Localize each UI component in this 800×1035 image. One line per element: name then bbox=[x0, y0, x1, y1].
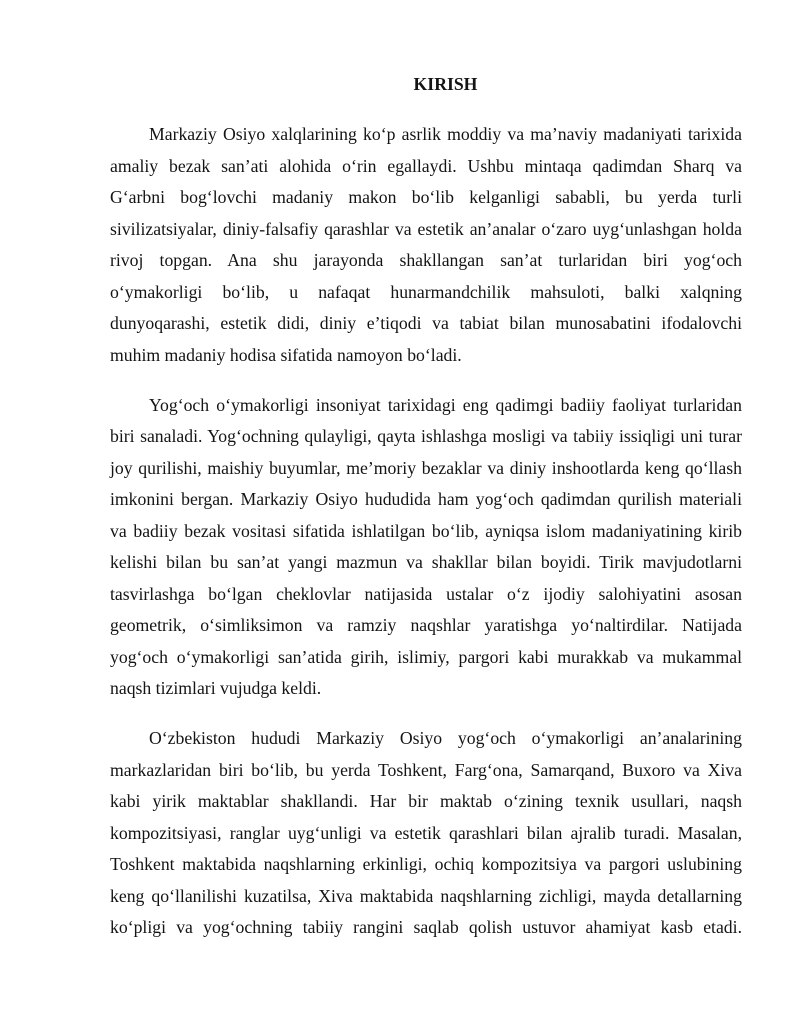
text-line: biri sanaladi. Yog‘ochning qulayligi, qayta ishlashga mosligi va tabiiy issiqligi uni turar bbox=[110, 426, 742, 446]
text-line: amaliy bezak san’ati alohida o‘rin egallaydi. Ushbu mintaqa qadimdan Sharq va bbox=[110, 155, 742, 176]
text-line: geometrik, o‘simliksimon va ramziy naqshlar yaratishga yo‘naltirdilar. Natijada bbox=[110, 615, 742, 635]
text-line: ko‘pligi va yog‘ochning tabiiy rangini saqlab qolish ustuvor ahamiyat kasb etadi. bbox=[110, 917, 742, 937]
text-line: joy qurilishi, maishiy buyumlar, me’moriy bezaklar va diniy inshootlarda keng qo‘llash bbox=[110, 457, 742, 478]
text-line: Toshkent maktabida naqshlarning erkinligi, ochiq kompozitsiya va pargori uslubining bbox=[110, 854, 742, 874]
text-line: Markaziy Osiyo xalqlarining ko‘p asrlik moddiy va ma’naviy madaniyati tarixida bbox=[149, 124, 742, 144]
text-line: dunyoqarashi, estetik didi, diniy e’tiqodi va tabiat bilan munosabatini ifodalovchi bbox=[110, 313, 742, 333]
paragraph-3 bbox=[110, 723, 742, 944]
text-line: Yog‘och o‘ymakorligi insoniyat tarixidagi eng qadimgi badiiy faoliyat turlaridan bbox=[149, 394, 742, 415]
text-line: va badiiy bezak vositasi sifatida ishlatilgan bo‘lib, ayniqsa islom madaniyatining kirib bbox=[110, 520, 742, 541]
text-line: kabi yirik maktablar shakllandi. Har bir maktab o‘zining texnik usullari, naqsh bbox=[110, 791, 742, 811]
paragraph-1 bbox=[110, 119, 742, 371]
text-line: imkonini bergan. Markaziy Osiyo hududida ham yog‘och qadimdan qurilish materiali bbox=[110, 489, 742, 509]
text-line: sivilizatsiyalar, diniy-falsafiy qarashlar va estetik an’analar o‘zaro uyg‘unlashgan holda bbox=[110, 218, 742, 239]
text-line: rivoj topgan. Ana shu jarayonda shakllangan san’at turlaridan biri yog‘och bbox=[110, 250, 742, 270]
section-title: KIRISH bbox=[413, 74, 478, 94]
text-line: keng qo‘llanilishi kuzatilsa, Xiva maktabida naqshlarning zichligi, mayda detallarning bbox=[110, 885, 742, 906]
text-line: naqsh tizimlari vujudga keldi. bbox=[110, 678, 322, 698]
text-line: muhim madaniy hodisa sifatida namoyon bo‘ladi. bbox=[110, 344, 462, 365]
text-line: markazlaridan biri bo‘lib, bu yerda Toshkent, Farg‘ona, Samarqand, Buxoro va Xiva bbox=[110, 759, 742, 780]
text-line: kompozitsiyasi, ranglar uyg‘unligi va estetik qarashlari bilan ajralib turadi. Masalan, bbox=[110, 822, 742, 843]
text-line: tasvirlashga bo‘lgan cheklovlar natijasida ustalar o‘z ijodiy salohiyatini asosan bbox=[110, 583, 742, 604]
text-line: O‘zbekiston hududi Markaziy Osiyo yog‘och o‘ymakorligi an’analarining bbox=[149, 728, 742, 748]
text-line: G‘arbni bog‘lovchi madaniy makon bo‘lib kelganligi sababli, bu yerda turli bbox=[110, 187, 742, 207]
text-line: kelishi bilan bu san’at yangi mazmun va shakllar bilan boyidi. Tirik mavjudotlarni bbox=[110, 552, 742, 572]
document-body bbox=[110, 69, 742, 962]
paragraph-2 bbox=[110, 390, 742, 705]
text-line: yog‘och o‘ymakorligi san’atida girih, islimiy, pargori kabi murakkab va mukammal bbox=[110, 646, 742, 667]
text-line: o‘ymakorligi bo‘lib, u nafaqat hunarmandchilik mahsuloti, balki xalqning bbox=[110, 281, 742, 302]
